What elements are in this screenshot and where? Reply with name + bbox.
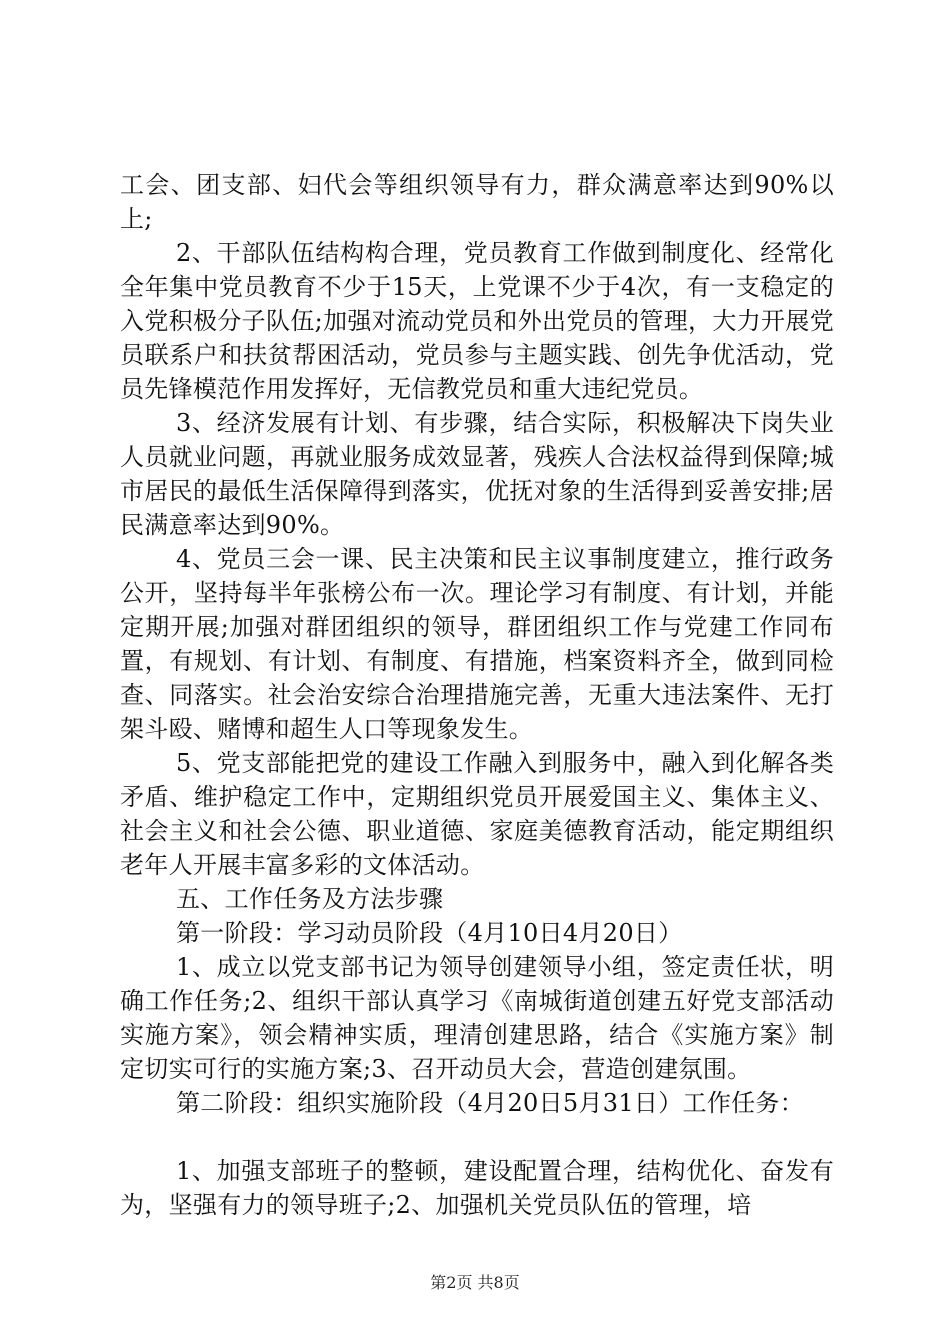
paragraph-5: 5、党支部能把党的建设工作融入到服务中，融入到化解各类矛盾、维护稳定工作中，定期组织党员开展爱国主义、集体主义、社会主义和社会公德、职业道德、家庭美德教育活动，能定期组织老年人开展丰富多彩的文体活动。: [120, 749, 834, 879]
paragraph-3: 3、经济发展有计划、有步骤，结合实际，积极解决下岗失业人员就业问题，再就业服务成效显著，残疾人合法权益得到保障;城市居民的最低生活保障得到落实，优抚对象的生活得到妥善安排;居民满意率达到90%。: [120, 409, 834, 539]
paragraph-4: 4、党员三会一课、民主决策和民主议事制度建立，推行政务公开，坚持每半年张榜公布一次。理论学习有制度、有计划，并能定期开展;加强对群团组织的领导，群团组织工作与党建工作同布置，有规划、有计划、有制度、有措施，档案资料齐全，做到同检查、同落实。社会治安综合治理措施完善，无重大违法案件、无打架斗殴、赌博和超生人口等现象发生。: [120, 545, 834, 743]
paragraph-1: 工会、团支部、妇代会等组织领导有力，群众满意率达到90%以上;: [120, 171, 834, 233]
paragraph-gap: [120, 1120, 834, 1154]
stage-two-body: 1、加强支部班子的整顿，建设配置合理，结构优化、奋发有为，坚强有力的领导班子;2、加强机关党员队伍的管理，培: [120, 1157, 834, 1219]
page-number-footer: 第2页 共8页: [430, 1273, 520, 1292]
document-body: [120, 168, 834, 1222]
paragraph-2: 2、干部队伍结构构合理，党员教育工作做到制度化、经常化全年集中党员教育不少于15天，上党课不少于4次，有一支稳定的入党积极分子队伍;加强对流动党员和外出党员的管理，大力开展党员联系户和扶贫帮困活动，党员参与主题实践、创先争优活动，党员先锋模范作用发挥好，无信教党员和重大违纪党员。: [120, 239, 834, 403]
section-heading: 五、工作任务及方法步骤: [176, 885, 444, 913]
stage-one-body: 1、成立以党支部书记为领导创建领导小组，签定责任状，明确工作任务;2、组织干部认真学习《南城街道创建五好党支部活动实施方案》，领会精神实质，理清创建思路，结合《实施方案》制定切实可行的实施方案;3、召开动员大会，营造创建氛围。: [120, 953, 834, 1083]
stage-one-heading: 第一阶段：学习动员阶段（4月10日4月20日）: [176, 919, 683, 947]
stage-two-heading: 第二阶段：组织实施阶段（4月20日5月31日）工作任务：: [176, 1089, 805, 1117]
